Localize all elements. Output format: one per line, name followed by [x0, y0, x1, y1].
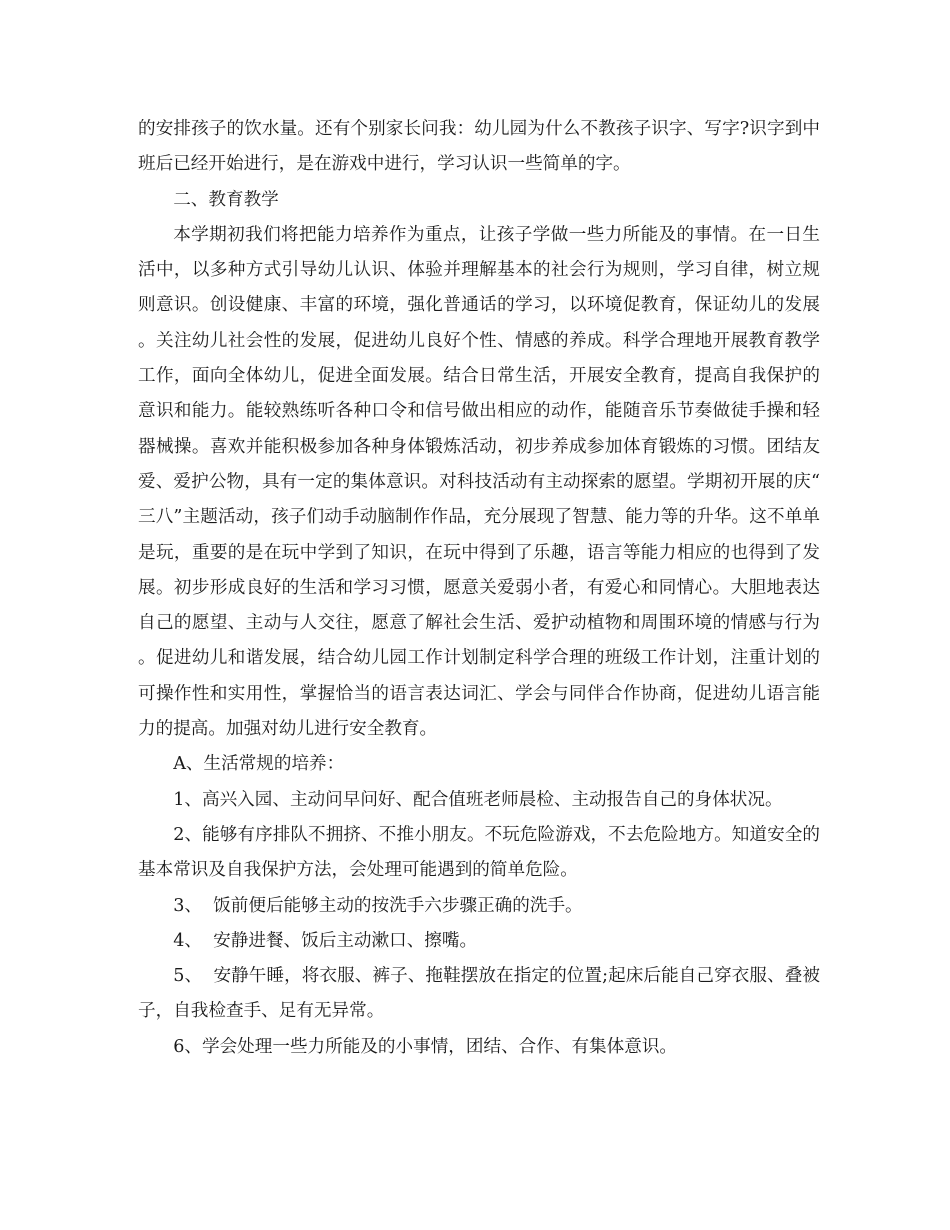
list-item-2: 2、能够有序排队不拥挤、不推小朋友。不玩危险游戏，不去危险地方。知道安全的基本常识及自我保护方法，会处理可能遇到的简单危险。 — [138, 824, 820, 881]
paragraph-teaching-body: 本学期初我们将把能力培养作为重点，让孩子学做一些力所能及的事情。在一日生活中，以多种方式引导幼儿认识、体验并理解基本的社会行为规则，学习自律，树立规则意识。创设健康、丰富的环境，强化普通话的学习，以环境促教育，保证幼儿的发展。关注幼儿社会性的发展，促进幼儿良好个性、情感的养成。科学合理地开展教育教学工作，面向全体幼儿，促进全面发展。结合日常生活，开展安全教育，提高自我保护的意识和能力。能较熟练听各种口令和信号做出相应的动作，能随音乐节奏做徒手操和轻器械操。喜欢并能积极参加各种身体锻炼活动，初步养成参加体育锻炼的习惯。团结友爱、爱护公物，具有一定的集体意识。对科技活动有主动探索的愿望。学期初开展的庆“三八”主题活动，孩子们动手动脑制作作品，充分展现了智慧、能力等的升华。这不单单是玩，重要的是在玩中学到了知识，在玩中得到了乐趣，语言等能力相应的也得到了发展。初步形成良好的生活和学习习惯，愿意关爱弱小者，有爱心和同情心。大胆地表达自己的愿望、主动与人交往，愿意了解社会生活、爱护动植物和周围环境的情感与行为。促进幼儿和谐发展，结合幼儿园工作计划制定科学合理的班级工作计划，注重计划的可操作性和实用性，掌握恰当的语言表达词汇、学会与同伴合作协商，促进幼儿语言能力的提高。加强对幼儿进行安全教育。 — [138, 224, 820, 740]
document-body — [138, 112, 820, 1065]
list-item-6: 6、学会处理一些力所能及的小事情，团结、合作、有集体意识。 — [173, 1036, 678, 1057]
section-heading-education: 二、教育教学 — [173, 189, 279, 210]
list-item-5: 5、 安静午睡，将衣服、裤子、拖鞋摆放在指定的位置;起床后能自己穿衣服、叠被子，自我检查手、足有无异常。 — [138, 966, 820, 1022]
list-item-3: 3、 饭前便后能够主动的按洗手六步骤正确的洗手。 — [173, 895, 583, 916]
list-item-1: 1、高兴入园、主动问早问好、配合值班老师晨检、主动报告自己的身体状况。 — [173, 789, 783, 810]
paragraph-continuation: 的安排孩子的饮水量。还有个别家长问我：幼儿园为什么不教孩子识字、写字?识字到中班后已经开始进行，是在游戏中进行，学习认识一些简单的字。 — [138, 119, 820, 175]
list-item-4: 4、 安静进餐、饭后主动漱口、擦嘴。 — [173, 930, 478, 951]
subsection-heading-daily-routine: A、生活常规的培养： — [173, 754, 345, 775]
